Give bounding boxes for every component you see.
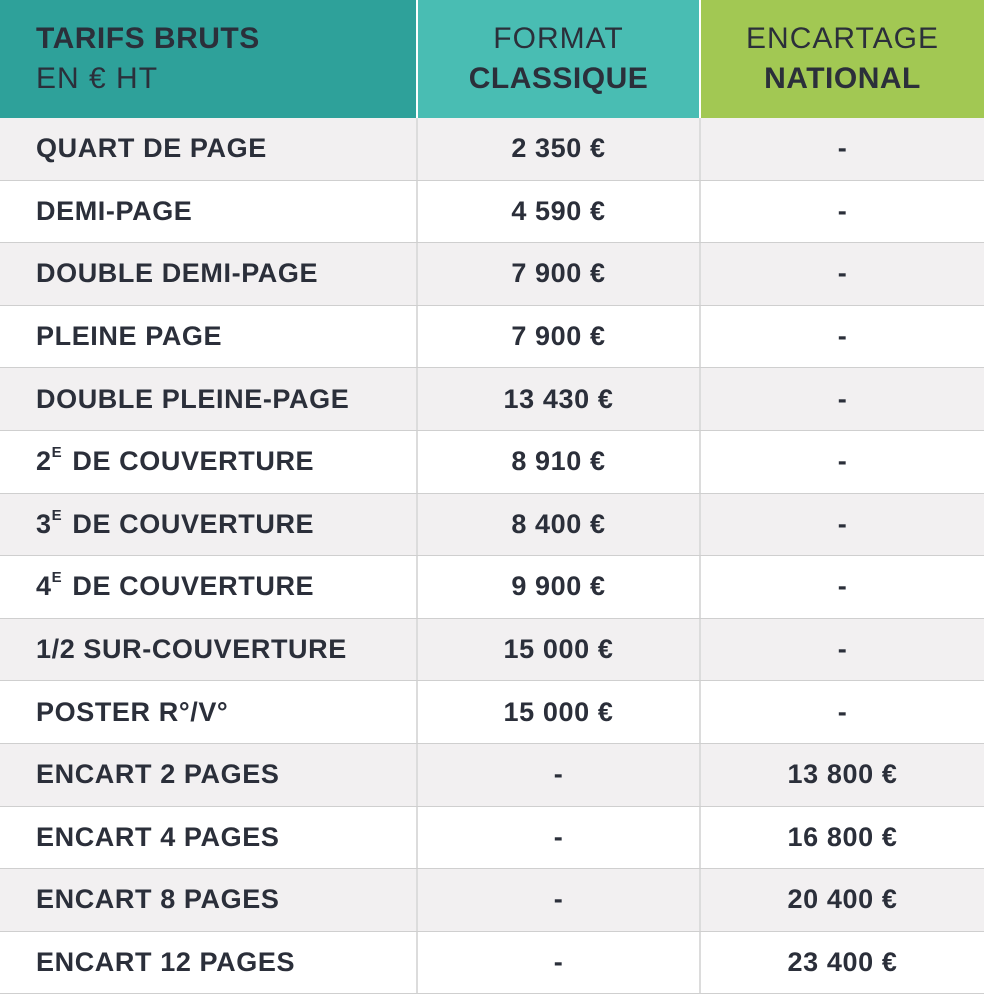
header-col1-line2: EN € HT [36,62,159,95]
row-classique-price: 4 590 € [416,181,699,243]
row-classique-price: - [416,932,699,994]
table-row [0,306,984,369]
row-national-price: - [699,181,984,243]
row-classique-price: - [416,807,699,869]
row-label-text: DE COUVERTURE [72,508,315,539]
ordinal-number: 3 [36,508,52,539]
row-classique-price: 15 000 € [416,681,699,743]
row-classique-price: - [416,869,699,931]
header-col3-line1: ENCARTAGE [746,22,939,55]
row-label [0,556,416,618]
ordinal-number: 4 [36,571,52,602]
header-tarifs-bruts [0,0,416,118]
row-national-price: 20 400 € [699,869,984,931]
row-label: PLEINE PAGE [36,321,223,352]
ordinal-suffix: E [51,506,63,524]
row-classique-price: 13 430 € [416,368,699,430]
row-label: DOUBLE DEMI-PAGE [36,258,319,289]
row-label-text: DE COUVERTURE [72,446,315,477]
row-classique-price: 2 350 € [416,118,699,180]
table-row [0,681,984,744]
row-national-price: 13 800 € [699,744,984,806]
row-classique-price: 9 900 € [416,556,699,618]
ordinal-suffix: E [51,444,63,462]
row-national-price: - [699,681,984,743]
table-row [0,556,984,619]
header-col3-line2: NATIONAL [764,62,921,95]
header-col1-line1: TARIFS BRUTS [36,22,260,55]
table-row [0,118,984,181]
row-label-text: DE COUVERTURE [72,571,315,602]
table-row [0,431,984,494]
row-national-price: - [699,431,984,493]
row-classique-price: 15 000 € [416,619,699,681]
table-header [0,0,984,118]
row-label: QUART DE PAGE [36,133,267,164]
row-national-price: - [699,118,984,180]
table-row [0,869,984,932]
table-row [0,181,984,244]
row-national-price: - [699,494,984,556]
table-body [0,118,984,994]
table-row [0,368,984,431]
row-national-price: - [699,556,984,618]
row-classique-price: 8 910 € [416,431,699,493]
header-format-classique [416,0,699,118]
row-label: DEMI-PAGE [36,195,193,226]
row-national-price: - [699,619,984,681]
table-row [0,494,984,557]
table-row [0,619,984,682]
row-label: POSTER R°/V° [36,696,229,727]
table-row [0,807,984,870]
row-label [0,494,416,556]
table-row [0,744,984,807]
row-label: 1/2 SUR-COUVERTURE [36,634,347,665]
row-label: ENCART 4 PAGES [36,821,280,852]
table-row [0,932,984,995]
row-label: DOUBLE PLEINE-PAGE [36,383,350,414]
table-row [0,243,984,306]
row-classique-price: 7 900 € [416,306,699,368]
ordinal-suffix: E [51,569,63,587]
header-col2-line1: FORMAT [493,22,624,55]
header-encartage-national [699,0,984,118]
row-label [0,431,416,493]
row-national-price: - [699,368,984,430]
row-classique-price: 8 400 € [416,494,699,556]
ordinal-number: 2 [36,446,52,477]
header-col2-line2: CLASSIQUE [468,62,649,95]
row-label: ENCART 2 PAGES [36,759,280,790]
row-national-price: - [699,306,984,368]
row-classique-price: 7 900 € [416,243,699,305]
row-national-price: 23 400 € [699,932,984,994]
row-classique-price: - [416,744,699,806]
row-label: ENCART 12 PAGES [36,947,296,978]
row-national-price: - [699,243,984,305]
row-national-price: 16 800 € [699,807,984,869]
row-label: ENCART 8 PAGES [36,884,280,915]
